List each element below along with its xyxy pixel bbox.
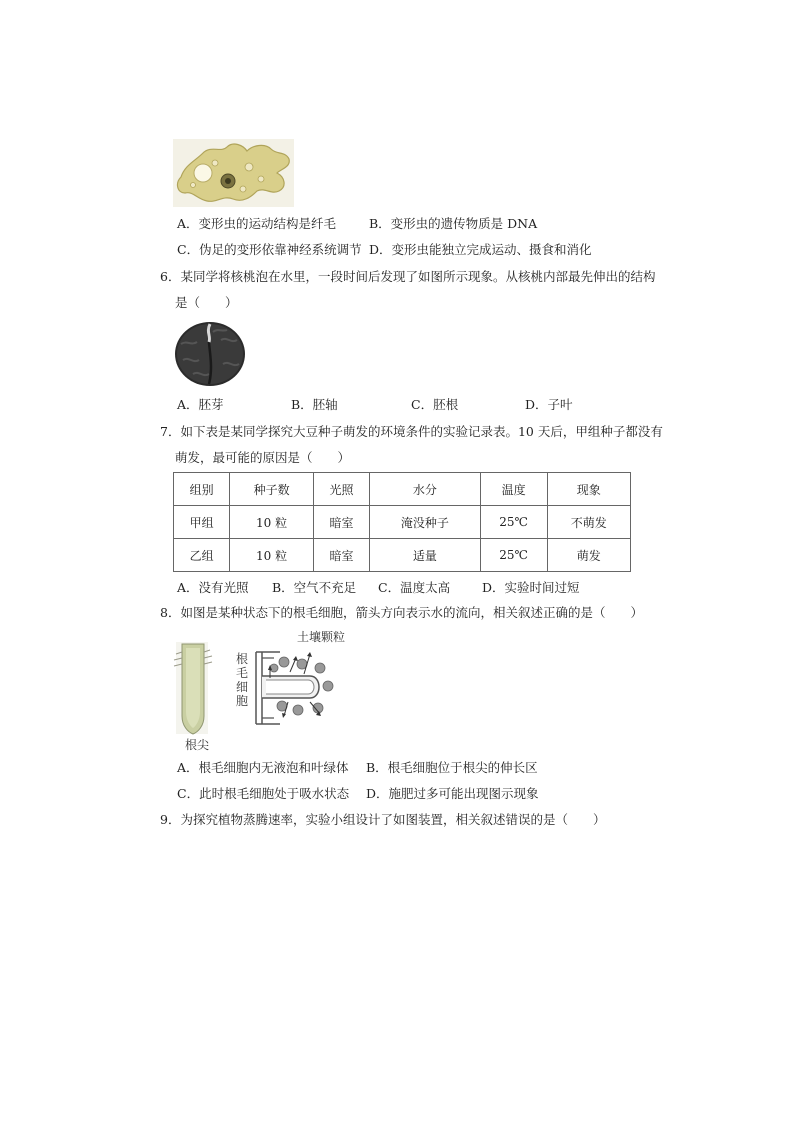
label-root-tip: 根尖 (185, 738, 210, 752)
q8-stem: 8．如图是某种状态下的根毛细胞，箭头方向表示水的流向，相关叙述正确的是（ ） (160, 605, 643, 620)
q6-option-b: B．胚轴 (291, 397, 338, 412)
q7-option-b: B．空气不充足 (272, 580, 357, 595)
table-header-cell: 水分 (370, 473, 480, 506)
table-cell: 乙组 (174, 539, 230, 572)
q7-stem-line2: 萌发，最可能的原因是（ ） (175, 450, 351, 465)
q7-option-a: A．没有光照 (177, 580, 249, 595)
table-header-cell: 组别 (174, 473, 230, 506)
q6-stem-line1: 6．某同学将核桃泡在水里，一段时间后发现了如图所示现象。从核桃内部最先伸出的结构 (160, 269, 656, 284)
table-cell: 10 粒 (230, 506, 313, 539)
table-header-row (174, 473, 631, 506)
q7-option-c: C．温度太高 (378, 580, 451, 595)
experiment-record-table (173, 472, 631, 572)
table-cell: 淹没种子 (370, 506, 480, 539)
table-header-cell: 光照 (313, 473, 369, 506)
label-root-hair-3: 细 (236, 680, 249, 694)
walnut-image (173, 320, 248, 387)
q5-option-c: C．伪足的变形依靠神经系统调节 (177, 242, 362, 257)
label-soil-particles: 土壤颗粒 (297, 630, 346, 644)
q9-stem: 9．为探究植物蒸腾速率，实验小组设计了如图装置，相关叙述错误的是（ ） (160, 812, 606, 827)
label-root-hair-4: 胞 (236, 694, 249, 708)
table-cell: 萌发 (547, 539, 630, 572)
q6-option-d: D．子叶 (525, 397, 573, 412)
amoeba-image (173, 139, 294, 207)
q7-stem-line1: 7．如下表是某同学探究大豆种子萌发的环境条件的实验记录表。10 天后，甲组种子都没有 (160, 424, 663, 439)
table-row (174, 539, 631, 572)
q5-option-b: B．变形虫的遗传物质是 DNA (369, 216, 538, 231)
table-cell: 甲组 (174, 506, 230, 539)
table-header-cell: 温度 (480, 473, 547, 506)
table-row (174, 506, 631, 539)
q8-option-b: B．根毛细胞位于根尖的伸长区 (366, 760, 538, 775)
table-cell: 暗室 (313, 506, 369, 539)
table-cell: 25℃ (480, 539, 547, 572)
q7-option-d: D．实验时间过短 (482, 580, 580, 595)
table-cell: 适量 (370, 539, 480, 572)
table-cell: 不萌发 (547, 506, 630, 539)
q6-option-a: A．胚芽 (177, 397, 224, 412)
q6-stem-line2: 是（ ） (175, 295, 238, 310)
table-cell: 10 粒 (230, 539, 313, 572)
q5-option-d: D．变形虫能独立完成运动、摄食和消化 (369, 242, 592, 257)
q5-option-a: A．变形虫的运动结构是纤毛 (177, 216, 337, 231)
label-root-hair-2: 毛 (236, 666, 249, 680)
table-cell: 暗室 (313, 539, 369, 572)
table-header-cell: 现象 (547, 473, 630, 506)
q8-option-d: D．施肥过多可能出现图示现象 (366, 786, 539, 801)
root-hair-cell-diagram (170, 628, 355, 750)
label-root-hair-1: 根 (236, 652, 249, 666)
table-header-cell: 种子数 (230, 473, 313, 506)
q8-option-a: A．根毛细胞内无液泡和叶绿体 (177, 760, 349, 775)
table-cell: 25℃ (480, 506, 547, 539)
q8-option-c: C．此时根毛细胞处于吸水状态 (177, 786, 350, 801)
q6-option-c: C．胚根 (411, 397, 459, 412)
